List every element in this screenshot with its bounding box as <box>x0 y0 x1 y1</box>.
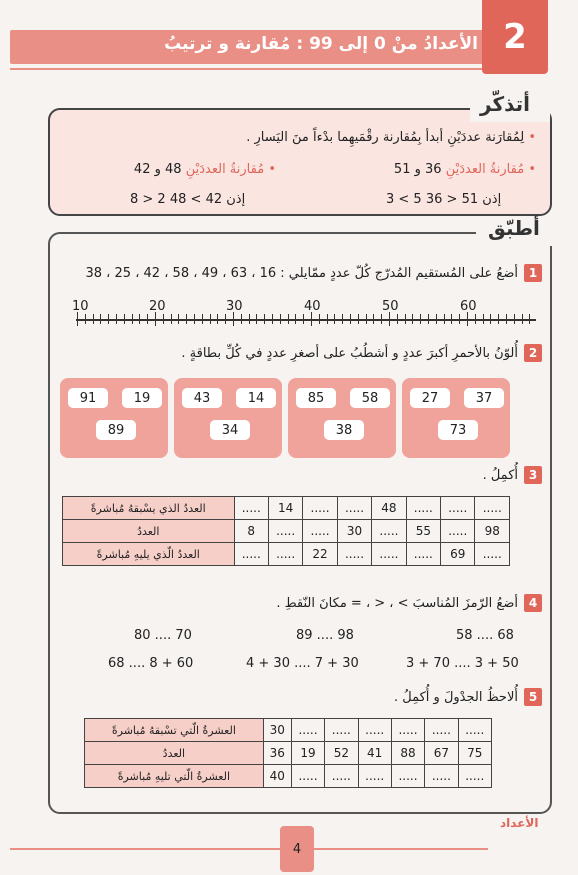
table-cell[interactable]: ..... <box>303 520 337 543</box>
table-cell[interactable]: 30 <box>263 719 291 742</box>
table-cell[interactable]: ..... <box>337 543 371 566</box>
table-cell[interactable]: 22 <box>303 543 337 566</box>
number-line-tick <box>264 314 265 324</box>
table-cell[interactable]: ..... <box>391 719 424 742</box>
number-line-tick <box>514 314 515 324</box>
lesson-number: 2 <box>482 0 548 74</box>
practice-title: أطبّق <box>488 216 540 240</box>
card-number[interactable]: 89 <box>96 420 136 440</box>
number-line-tick <box>225 314 226 324</box>
number-line-tick <box>522 314 523 324</box>
number-line-tick <box>194 314 195 324</box>
card-number[interactable]: 73 <box>438 420 478 440</box>
number-line-tick <box>217 314 218 324</box>
page-number: 4 <box>280 826 314 872</box>
table-row <box>85 742 492 765</box>
number-line-tick <box>155 312 156 326</box>
example-2-label: مُقارنةُ العددَيْنِ <box>185 162 265 177</box>
card-number[interactable]: 43 <box>182 388 222 408</box>
remember-title: أتذكّر <box>480 92 530 116</box>
number-line-tick <box>366 314 367 324</box>
remember-example-2 <box>134 162 276 177</box>
card-number[interactable]: 38 <box>324 420 364 440</box>
comparison-item[interactable]: 58 .... 68 <box>456 628 514 643</box>
question-4-text: أضعُ الرّمزَ المُناسبَ > ، < ، = مكانَ النّقطِ . <box>276 596 518 611</box>
number-line-tick <box>428 314 429 324</box>
number-card <box>288 378 396 458</box>
q5-table <box>84 718 492 788</box>
number-line-tick <box>506 314 507 324</box>
number-line-tick <box>467 312 468 326</box>
number-line-tick <box>490 314 491 324</box>
number-line-tick <box>132 314 133 324</box>
table-cell[interactable]: 41 <box>358 742 391 765</box>
question-2-number: 2 <box>524 344 542 362</box>
table-cell[interactable]: ..... <box>268 543 302 566</box>
number-line-tick <box>420 314 421 324</box>
number-line-tick <box>350 314 351 324</box>
number-line-tick <box>93 314 94 324</box>
card-number[interactable]: 27 <box>410 388 450 408</box>
table-cell[interactable]: ..... <box>458 719 491 742</box>
example-2-numbers: 48 و 42 <box>133 162 182 177</box>
comparison-item[interactable]: 3 + 70 .... 3 + 50 <box>406 656 519 671</box>
number-line-tick <box>77 312 78 326</box>
table-cell[interactable]: ..... <box>391 765 424 788</box>
number-line-tick <box>483 314 484 324</box>
table-cell[interactable]: 55 <box>406 520 440 543</box>
number-line-label: 50 <box>382 299 399 314</box>
card-number[interactable]: 37 <box>464 388 504 408</box>
number-line-tick <box>412 314 413 324</box>
number-line-tick <box>451 314 452 324</box>
table-cell[interactable]: 40 <box>263 765 291 788</box>
table-cell[interactable]: ..... <box>475 497 510 520</box>
table-cell[interactable]: 98 <box>475 520 510 543</box>
number-line-tick <box>256 314 257 324</box>
number-line-tick <box>389 312 390 326</box>
number-line-tick <box>311 312 312 326</box>
number-line-tick <box>436 314 437 324</box>
table-cell[interactable]: 19 <box>291 742 324 765</box>
card-number[interactable]: 34 <box>210 420 250 440</box>
number-line-tick <box>85 314 86 324</box>
table-cell[interactable]: ..... <box>325 719 358 742</box>
number-line-tick <box>319 314 320 324</box>
table-cell[interactable]: ..... <box>337 497 371 520</box>
bullet-icon: • <box>264 162 276 177</box>
number-line-label: 10 <box>72 299 89 314</box>
table-row <box>85 765 492 788</box>
number-line-tick <box>210 314 211 324</box>
row-label-after: العددُ الّذي يليهِ مُباشرةً <box>63 543 235 566</box>
table-cell[interactable]: ..... <box>475 543 510 566</box>
number-line-tick <box>241 314 242 324</box>
question-2-text: أُلوّنُ بالأحمرِ أكبرَ عددٍ و أشطُبُ على أصغرِ عددٍ في كُلِّ بطاقةٍ . <box>181 346 518 361</box>
table-cell[interactable]: ..... <box>234 543 268 566</box>
number-card <box>60 378 168 458</box>
table-cell[interactable]: ..... <box>234 497 268 520</box>
card-number[interactable]: 85 <box>296 388 336 408</box>
number-line-tick <box>475 314 476 324</box>
example-1-label: مُقارنةُ العددَيْنِ <box>445 162 525 177</box>
number-line-tick <box>295 314 296 324</box>
table-cell[interactable]: 30 <box>337 520 371 543</box>
number-line-tick <box>334 314 335 324</box>
question-1-text: أضعُ على المُستقيم المُدرّج كُلّ عددٍ ممّايلي : 16 ، 63 ، 49 ، 58 ، 42 ، 25 ، 38 <box>85 266 518 281</box>
table-cell[interactable]: ..... <box>441 520 475 543</box>
number-line-label: 20 <box>149 299 166 314</box>
table-cell[interactable]: ..... <box>458 765 491 788</box>
question-1-number: 1 <box>524 264 542 282</box>
table-cell[interactable]: ..... <box>268 520 302 543</box>
table-cell[interactable]: 75 <box>458 742 491 765</box>
number-line-tick <box>373 314 374 324</box>
number-line-tick <box>498 314 499 324</box>
number-line-tick <box>116 314 117 324</box>
number-line-tick <box>249 314 250 324</box>
table-cell[interactable]: 69 <box>441 543 475 566</box>
number-card <box>402 378 510 458</box>
row-label-number: العددُ <box>85 742 264 765</box>
row-label-number: العددُ <box>63 520 235 543</box>
table-cell[interactable]: ..... <box>358 719 391 742</box>
number-line-label: 30 <box>226 299 243 314</box>
number-line-tick <box>108 314 109 324</box>
number-line-tick <box>186 314 187 324</box>
table-row <box>63 520 510 543</box>
example-2-result: 8 > 2 إذن 42 > 48 <box>130 192 246 207</box>
number-line-tick <box>529 314 530 324</box>
question-3-number: 3 <box>524 466 542 484</box>
number-line-label: 60 <box>460 299 477 314</box>
table-cell[interactable]: 36 <box>263 742 291 765</box>
number-line-tick <box>342 314 343 324</box>
table-cell[interactable]: ..... <box>406 543 440 566</box>
table-cell[interactable]: ..... <box>406 497 440 520</box>
number-line-tick <box>327 314 328 324</box>
table-row <box>85 719 492 742</box>
number-line-tick <box>163 314 164 324</box>
footer-rule <box>10 848 488 850</box>
row-label-after: العشرةُ الّتي تليهِ مُباشرةً <box>85 765 264 788</box>
question-4-number: 4 <box>524 594 542 612</box>
number-line-tick <box>100 314 101 324</box>
header-rule <box>10 68 488 70</box>
row-label-before: العددُ الذي يسْبقهُ مُباشرةً <box>63 497 235 520</box>
table-cell[interactable]: 8 <box>234 520 268 543</box>
row-label-before: العشرةُ الّتي تسْبقهُ مُباشرةً <box>85 719 264 742</box>
number-line-tick <box>124 314 125 324</box>
card-number[interactable]: 14 <box>236 388 276 408</box>
number-line-tick <box>459 314 460 324</box>
number-line-tick <box>147 314 148 324</box>
table-cell[interactable]: ..... <box>291 765 324 788</box>
number-line-tick <box>139 314 140 324</box>
number-line-tick <box>405 314 406 324</box>
question-5-text: أُلاحظُ الجدْولَ و أُكمِلُ . <box>393 690 518 705</box>
number-line-tick <box>381 314 382 324</box>
table-cell[interactable]: ..... <box>425 719 458 742</box>
card-number[interactable]: 58 <box>350 388 390 408</box>
lesson-title: الأعدادُ منْ 0 إلى 99 : مُقارنة و ترتيبُ <box>164 34 478 54</box>
table-cell[interactable]: 88 <box>391 742 424 765</box>
question-5-number: 5 <box>524 688 542 706</box>
table-row <box>63 497 510 520</box>
table-cell[interactable]: 48 <box>372 497 406 520</box>
number-line-tick <box>171 314 172 324</box>
number-line-tick <box>280 314 281 324</box>
table-cell[interactable]: ..... <box>303 497 337 520</box>
table-cell[interactable]: ..... <box>291 719 324 742</box>
number-line-tick <box>397 314 398 324</box>
table-cell[interactable]: ..... <box>425 765 458 788</box>
card-number[interactable]: 91 <box>68 388 108 408</box>
comparison-item[interactable]: 80 .... 70 <box>134 628 192 643</box>
table-cell[interactable]: ..... <box>441 497 475 520</box>
number-line-tick <box>178 314 179 324</box>
table-cell[interactable]: 67 <box>425 742 458 765</box>
example-1-numbers: 36 و 51 <box>393 162 442 177</box>
number-line-tick <box>444 314 445 324</box>
number-line-tick <box>303 314 304 324</box>
number-card <box>174 378 282 458</box>
number-line-label: 40 <box>304 299 321 314</box>
number-line-tick <box>233 312 234 326</box>
table-cell[interactable]: 52 <box>325 742 358 765</box>
table-cell[interactable]: ..... <box>372 520 406 543</box>
section-name: الأعداد <box>500 816 539 830</box>
number-line-tick <box>202 314 203 324</box>
comparison-item[interactable]: 4 + 30 .... 7 + 30 <box>246 656 359 671</box>
remember-rule <box>246 130 536 145</box>
example-1-result: 3 < 5 إذن 51 < 36 <box>386 192 502 207</box>
number-line-tick <box>288 314 289 324</box>
table-cell[interactable]: ..... <box>325 765 358 788</box>
rule-text: لِمُقارَنة عددَيْنِ أبدأ بِمُقارنة رقْمَيهِما بدْءاً منَ اليَسارِ . <box>246 130 525 145</box>
bullet-icon: • <box>524 130 536 145</box>
comparison-item[interactable]: 68 .... 8 + 60 <box>108 656 194 671</box>
card-number[interactable]: 19 <box>122 388 162 408</box>
number-line-tick <box>358 314 359 324</box>
remember-example-1 <box>394 162 536 177</box>
number-line-tick <box>272 314 273 324</box>
table-cell[interactable]: 14 <box>268 497 302 520</box>
question-3-text: أُكمِلُ . <box>482 468 518 483</box>
comparison-item[interactable]: 89 .... 98 <box>296 628 354 643</box>
table-row <box>63 543 510 566</box>
table-cell[interactable]: ..... <box>358 765 391 788</box>
bullet-icon: • <box>524 162 536 177</box>
table-cell[interactable]: ..... <box>372 543 406 566</box>
q3-table <box>62 496 510 566</box>
